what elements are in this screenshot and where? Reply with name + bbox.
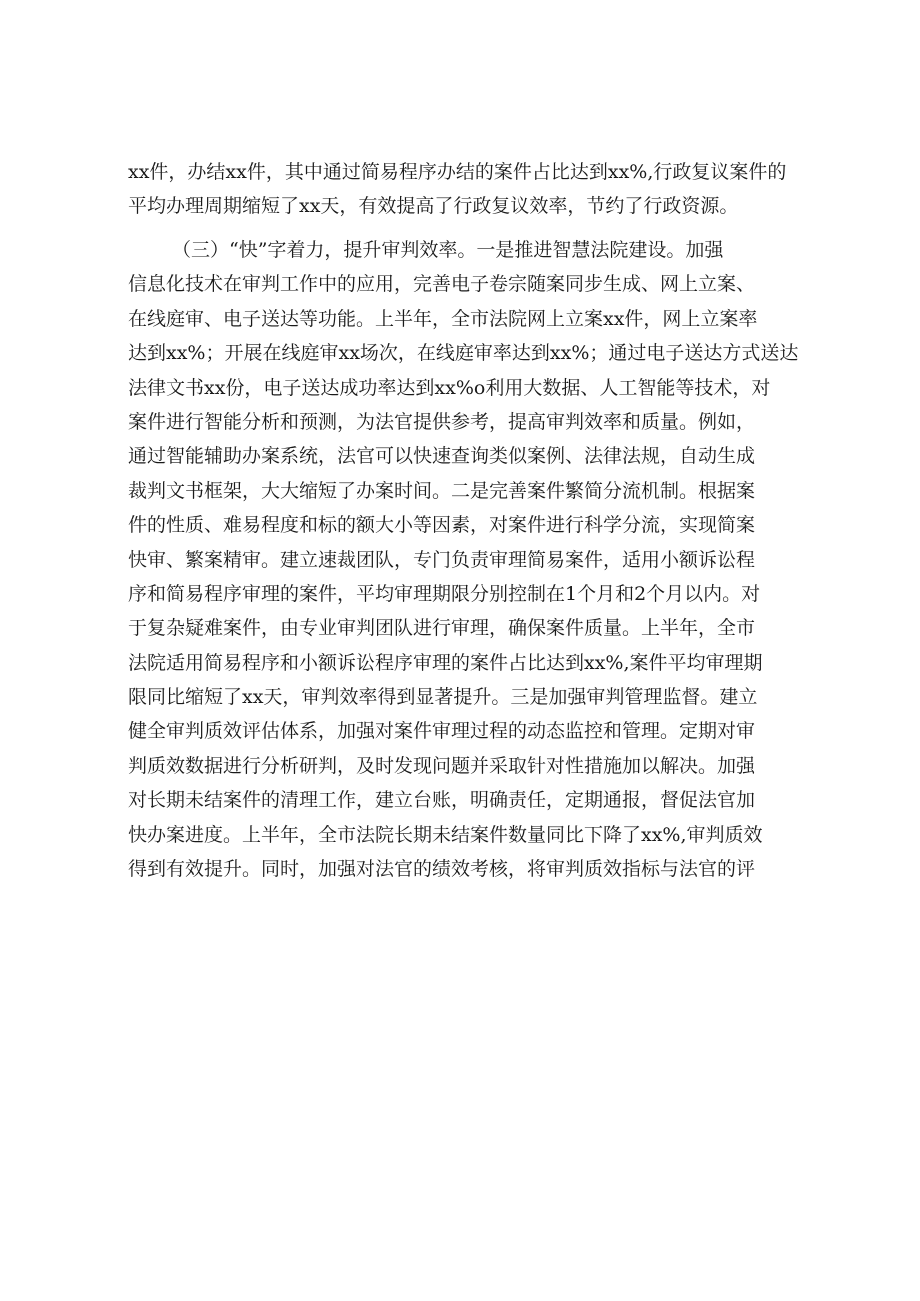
paragraph-line: 信息化技术在审判工作中的应用，完善电子卷宗随案同步生成、网上立案、 — [128, 273, 756, 296]
paragraph-line: 法院适用简易程序和小额诉讼程序审理的案件占比达到xx%,案件平均审理期 — [128, 651, 763, 674]
paragraph-line: 裁判文书框架，大大缩短了办案时间。二是完善案件繁简分流机制。根据案 — [128, 479, 756, 502]
paragraph-line: 限同比缩短了xx天，审判效率得到显著提升。三是加强审判管理监督。建立 — [128, 686, 758, 709]
paragraph-line: 判质效数据进行分析研判，及时发现问题并采取针对性措施加以解决。加强 — [128, 754, 756, 777]
paragraph-line: 快办案进度。上半年，全市法院长期未结案件数量同比下降了xx%,审判质效 — [128, 823, 763, 846]
paragraph-1 — [128, 155, 800, 224]
paragraph-line: 案件进行智能分析和预测，为法官提供参考，提高审判效率和质量。例如， — [128, 410, 756, 433]
paragraph-line: xx件，办结xx件，其中通过简易程序办结的案件占比达到xx%,行政复议案件的 — [128, 161, 787, 183]
paragraph-line: 序和简易程序审理的案件，平均审理期限分别控制在1个月和2个月以内。对 — [128, 582, 761, 605]
paragraph-line: （三）“快”字着力，提升审判效率。一是推进智慧法院建设。加强 — [172, 239, 724, 261]
paragraph-2 — [128, 233, 800, 886]
paragraph-line: 快审、繁案精审。建立速裁团队，专门负责审理简易案件，适用小额诉讼程 — [128, 548, 756, 571]
paragraph-line: 通过智能辅助办案系统，法官可以快速查询类似案例、法律法规，自动生成 — [128, 445, 756, 468]
paragraph-line: 对长期未结案件的清理工作，建立台账，明确责任，定期通报，督促法官加 — [128, 789, 756, 812]
paragraph-line: 健全审判质效评估体系，加强对案件审理过程的动态监控和管理。定期对审 — [128, 720, 756, 743]
paragraph-line: 达到xx%；开展在线庭审xx场次，在线庭审率达到xx%；通过电子送达方式送达 — [128, 342, 799, 365]
paragraph-line: 于复杂疑难案件，由专业审判团队进行审理，确保案件质量。上半年，全市 — [128, 617, 756, 640]
paragraph-line: 得到有效提升。同时，加强对法官的绩效考核，将审判质效指标与法官的评 — [128, 858, 756, 881]
paragraph-line: 法律文书xx份，电子送达成功率达到xx%o利用大数据、人工智能等技术，对 — [128, 376, 771, 399]
paragraph-line: 件的性质、难易程度和标的额大小等因素，对案件进行科学分流，实现简案 — [128, 514, 756, 537]
paragraph-line: 平均办理周期缩短了xx天，有效提高了行政复议效率，节约了行政资源。 — [128, 195, 739, 218]
paragraph-line: 在线庭审、电子送达等功能。上半年，全市法院网上立案xx件，网上立案率 — [128, 307, 758, 330]
